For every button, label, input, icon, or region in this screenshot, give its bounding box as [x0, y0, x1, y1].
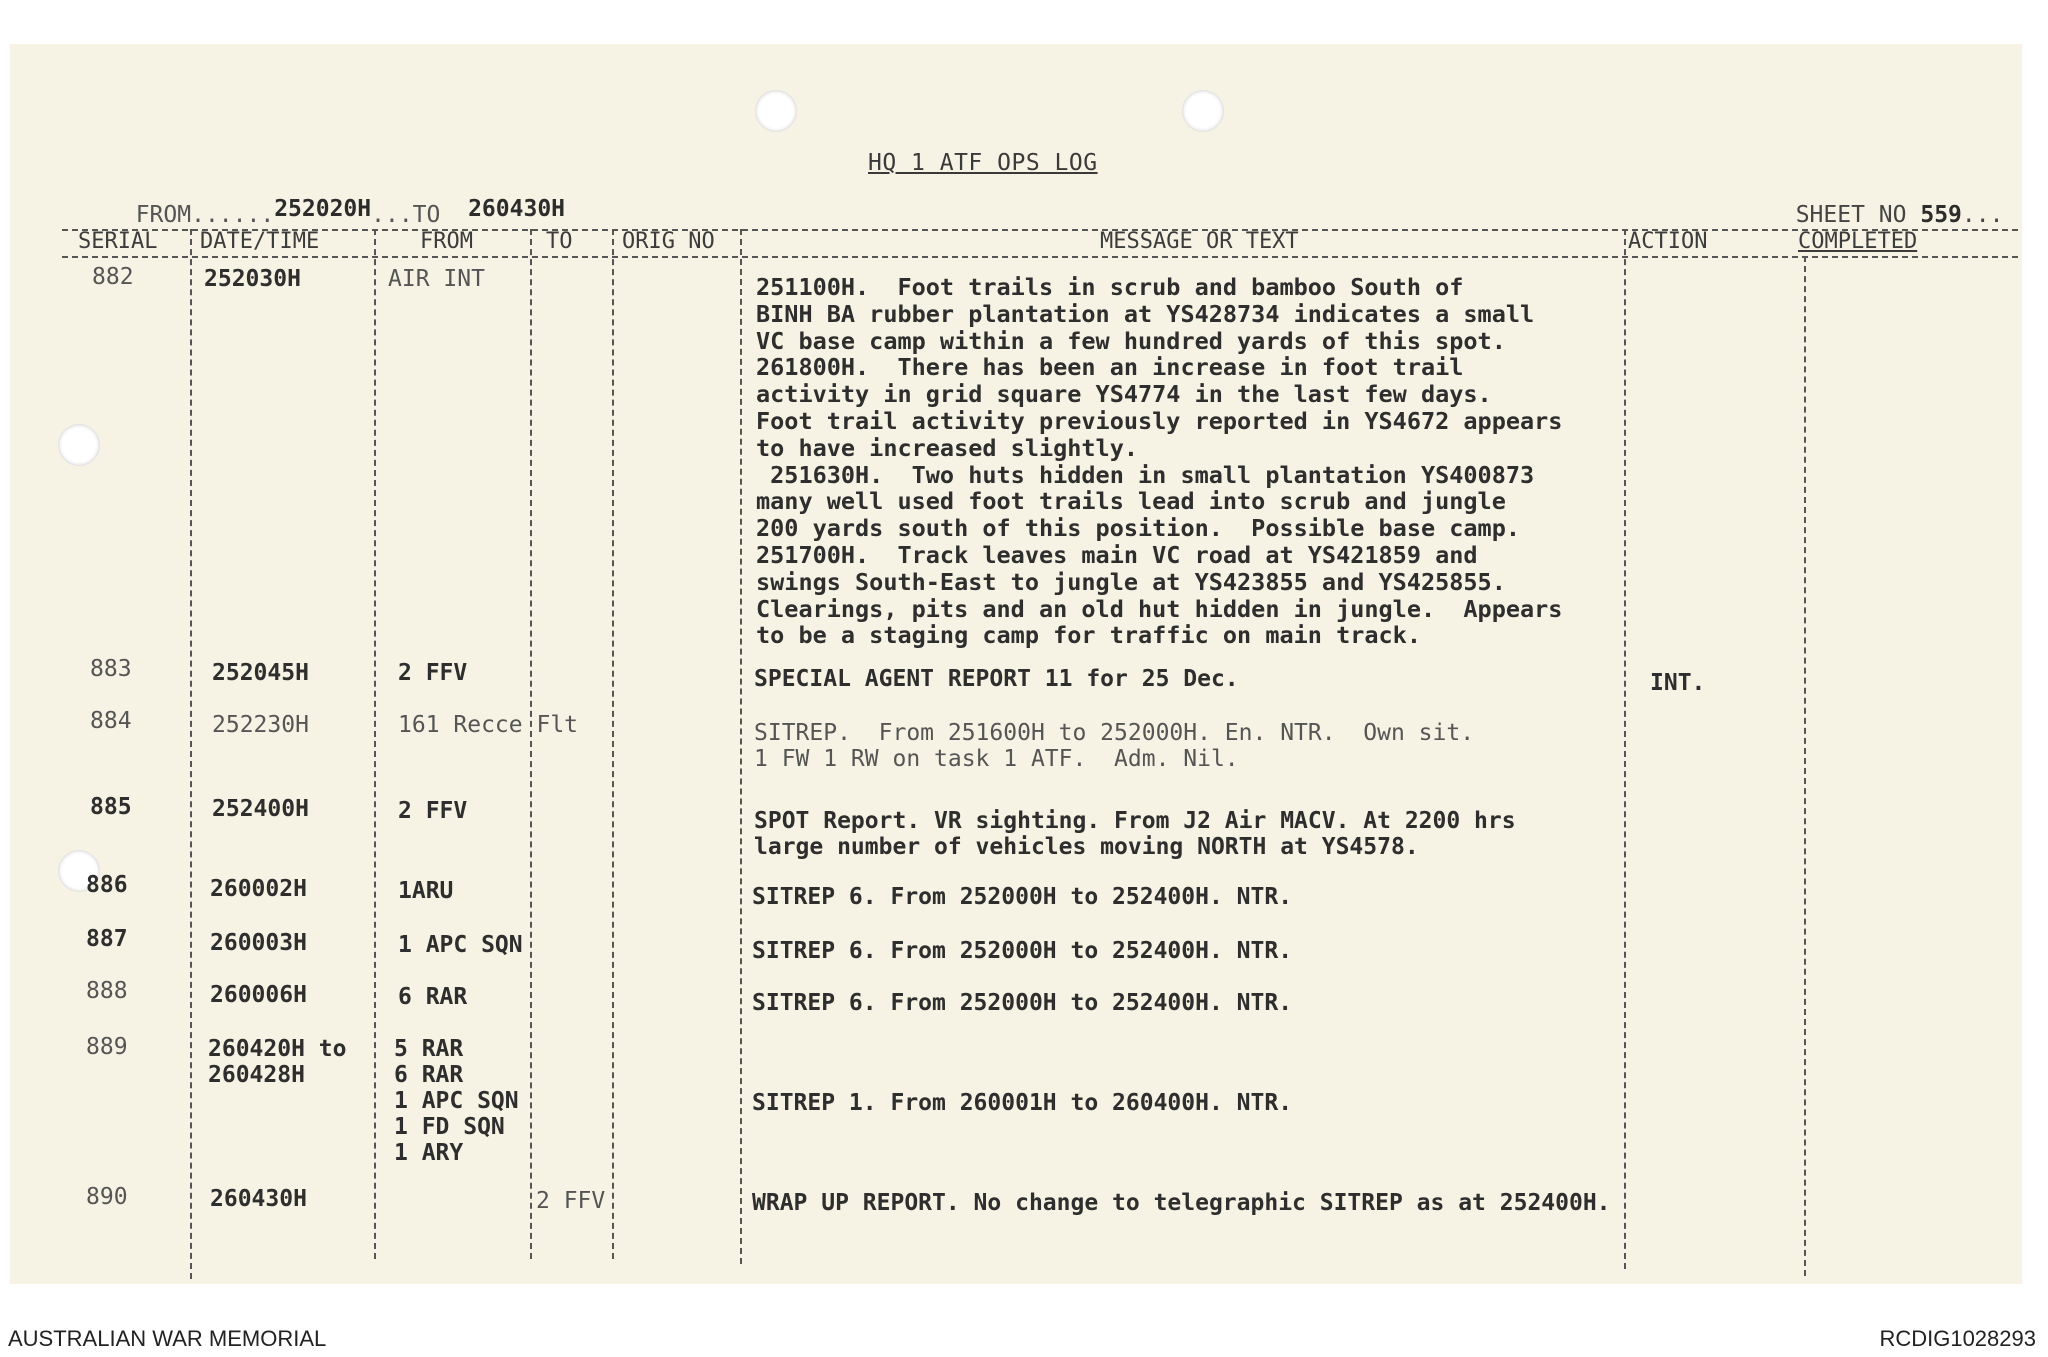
- from-887: 1 APC SQN: [398, 932, 523, 958]
- serial-887: 887: [86, 926, 128, 952]
- message-886: SITREP 6. From 252000H to 252400H. NTR.: [752, 884, 1293, 910]
- datetime-882: 252030H: [204, 266, 301, 292]
- serial-886: 886: [86, 872, 128, 898]
- from-882: AIR INT: [388, 266, 485, 292]
- datetime-889: 260420H to 260428H: [208, 1036, 347, 1088]
- divider-date-from: [374, 229, 376, 1259]
- divider-action-completed: [1804, 256, 1806, 1276]
- col-message: MESSAGE OR TEXT: [1100, 229, 1299, 254]
- col-serial: SERIAL: [78, 229, 158, 254]
- col-from: FROM: [420, 229, 473, 254]
- message-882: 251100H. Foot trails in scrub and bamboo South of BINH BA rubber plantation at YS428734 indicates a small VC base camp within a few hundred yards of this spot. 261800H. There has been an increase in foot trail activity in grid square YS4774 in the last few days. Foot trail activity previously reported in YS4672 appears to have increased slightly. 251630H. Two huts hidden in small plantation YS400873 many well used foot trails lead into scrub and jungle 200 yards south of this position. Possible base camp. 251700H. Track leaves main VC road at YS421859 and swings South-East to jungle at YS423855 and YS425855. Clearings, pits and an old hut hidden in jungle. Appears to be a staging camp for traffic on main track.: [756, 273, 1563, 650]
- from-886: 1ARU: [398, 878, 454, 904]
- col-completed: COMPLETED: [1798, 229, 1918, 254]
- datetime-883: 252045H: [212, 660, 309, 686]
- punch-hole-top-left: [755, 90, 797, 132]
- datetime-884: 252230H: [212, 712, 309, 738]
- divider-message-action: [1624, 229, 1626, 1269]
- datetime-886: 260002H: [210, 876, 307, 902]
- header-top-rule: [62, 229, 2018, 231]
- divider-serial-date: [190, 229, 192, 1279]
- from-label: FROM: [135, 202, 192, 228]
- col-to: TO: [546, 229, 573, 254]
- from-889: 5 RAR 6 RAR 1 APC SQN 1 FD SQN 1 ARY: [394, 1036, 519, 1166]
- from-888: 6 RAR: [398, 984, 468, 1010]
- message-890: WRAP UP REPORT. No change to telegraphic SITREP as at 252400H.: [752, 1190, 1611, 1216]
- document-id: RCDIG1028293: [1879, 1326, 2036, 1351]
- col-orig-no: ORIG NO: [622, 229, 715, 254]
- divider-from-to: [530, 229, 532, 1259]
- serial-889: 889: [86, 1034, 128, 1060]
- punch-hole-top-right: [1182, 90, 1224, 132]
- from-884: 161 Recce Flt: [398, 712, 579, 738]
- col-action: ACTION: [1628, 229, 1708, 254]
- serial-890: 890: [86, 1184, 128, 1210]
- message-889: SITREP 1. From 260001H to 260400H. NTR.: [752, 1090, 1293, 1116]
- archive-credit: AUSTRALIAN WAR MEMORIAL: [8, 1326, 327, 1351]
- serial-882: 882: [92, 264, 134, 290]
- serial-888: 888: [86, 978, 128, 1004]
- to-label: TO: [412, 202, 441, 228]
- serial-885: 885: [90, 794, 132, 820]
- to-890: 2 FFV: [536, 1188, 606, 1214]
- punch-hole-side-upper: [58, 424, 100, 466]
- sheet-value: 559: [1920, 202, 1962, 228]
- from-885: 2 FFV: [398, 798, 468, 824]
- serial-884: 884: [90, 708, 132, 734]
- sheet-number: SHEET NO 559...: [1795, 202, 2004, 228]
- to-value: 260430H: [468, 196, 566, 222]
- message-888: SITREP 6. From 252000H to 252400H. NTR.: [752, 990, 1293, 1016]
- datetime-888: 260006H: [210, 982, 307, 1008]
- datetime-885: 252400H: [212, 796, 309, 822]
- action-883: INT.: [1650, 670, 1706, 696]
- from-883: 2 FFV: [398, 660, 468, 686]
- message-883: SPECIAL AGENT REPORT 11 for 25 Dec.: [754, 666, 1239, 692]
- divider-to-orig: [612, 229, 614, 1259]
- header-bottom-rule: [62, 256, 2018, 258]
- message-884: SITREP. From 251600H to 252000H. En. NTR. Own sit. 1 FW 1 RW on task 1 ATF. Adm. Nil.: [754, 720, 1475, 772]
- sheet-label: SHEET NO: [1795, 202, 1907, 228]
- datetime-890: 260430H: [210, 1186, 307, 1212]
- serial-883: 883: [90, 656, 132, 682]
- datetime-887: 260003H: [210, 930, 307, 956]
- col-datetime: DATE/TIME: [200, 229, 320, 254]
- from-value: 252020H: [274, 196, 372, 222]
- log-title: HQ 1 ATF OPS LOG: [868, 150, 1098, 176]
- message-887: SITREP 6. From 252000H to 252400H. NTR.: [752, 938, 1293, 964]
- message-885: SPOT Report. VR sighting. From J2 Air MACV. At 2200 hrs large number of vehicles moving NORTH at YS4578.: [754, 808, 1516, 860]
- divider-orig-message: [740, 229, 742, 1264]
- period-from: FROM......252020H...TO 260430H: [135, 196, 566, 228]
